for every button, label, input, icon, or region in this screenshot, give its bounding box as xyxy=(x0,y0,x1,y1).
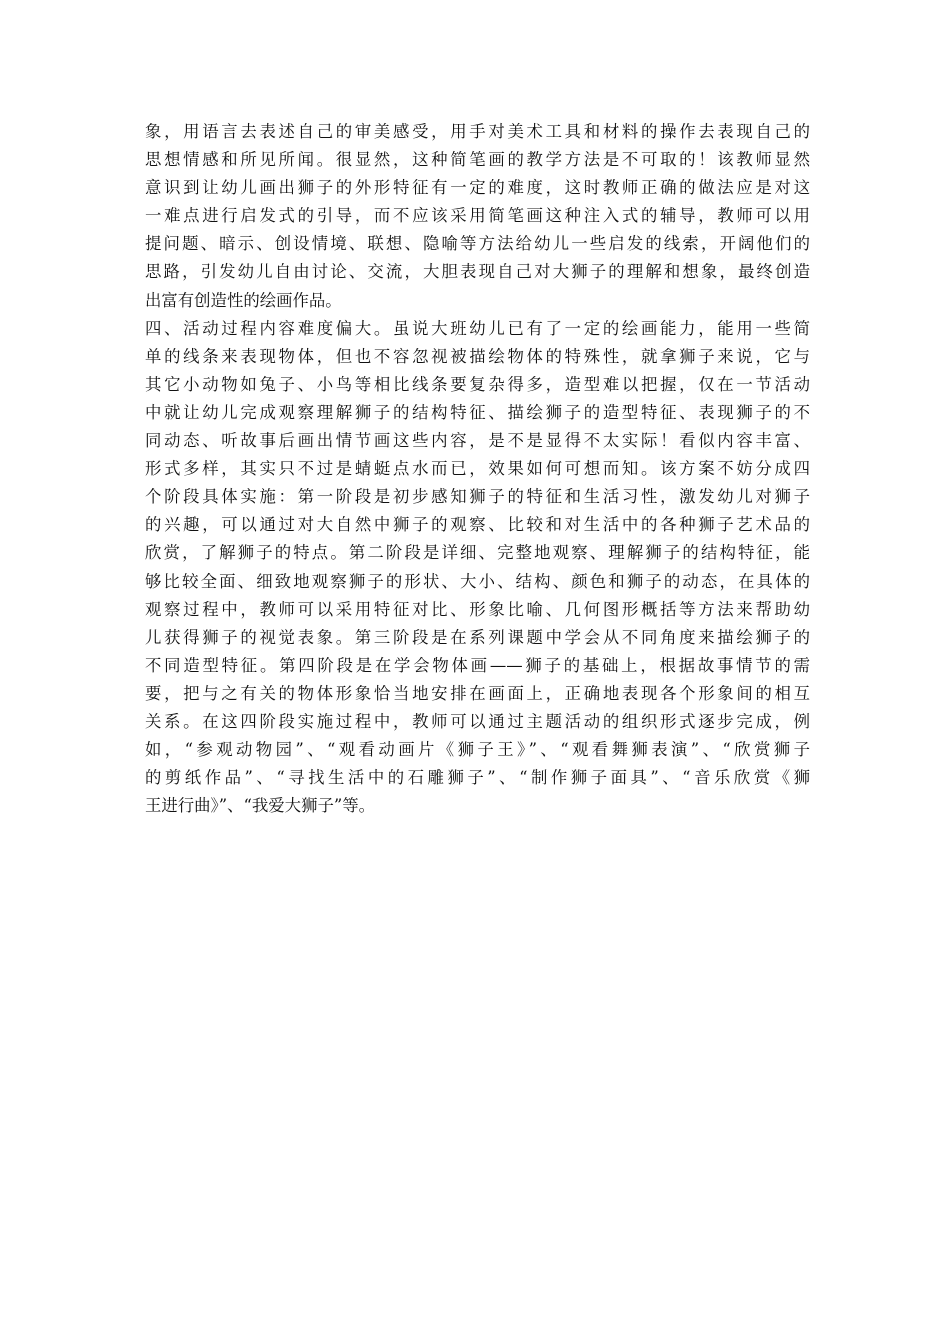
text-line: 象，用语言去表述自己的审美感受，用手对美术工具和材料的操作去表现自己的 xyxy=(145,122,810,141)
text-line: 的剪纸作品”、“寻找生活中的石雕狮子”、“制作狮子面具”、“音乐欣赏《狮 xyxy=(145,768,810,788)
text-line: 思路，引发幼儿自由讨论、交流，大胆表现自己对大狮子的理解和想象，最终创造 xyxy=(145,262,810,282)
text-line: 欣赏，了解狮子的特点。第二阶段是详细、完整地观察、理解狮子的结构特征，能 xyxy=(145,543,810,563)
text-line: 不同造型特征。第四阶段是在学会物体画——狮子的基础上，根据故事情节的需 xyxy=(145,655,810,675)
text-line: 观察过程中，教师可以采用特征对比、形象比喻、几何图形概括等方法来帮助幼 xyxy=(145,599,810,619)
text-line: 一难点进行启发式的引导，而不应该采用简笔画这种注入式的辅导，教师可以用 xyxy=(145,206,810,226)
text-line: 意识到让幼儿画出狮子的外形特征有一定的难度，这时教师正确的做法应是对这 xyxy=(145,178,810,198)
text-line: 如，“参观动物园”、“观看动画片《狮子王》”、“观看舞狮表演”、“欣赏狮子 xyxy=(145,740,810,760)
text-line: 的兴趣，可以通过对大自然中狮子的观察、比较和对生活中的各种狮子艺术品的 xyxy=(145,515,810,535)
text-line: 单的线条来表现物体，但也不容忽视被描绘物体的特殊性，就拿狮子来说，它与 xyxy=(145,346,810,366)
text-line: 思想情感和所见所闻。很显然，这种简笔画的教学方法是不可取的！该教师显然 xyxy=(145,150,810,170)
document-body xyxy=(145,118,810,820)
text-line: 个阶段具体实施：第一阶段是初步感知狮子的特征和生活习性，激发幼儿对狮子 xyxy=(145,487,810,507)
text-line: 中就让幼儿完成观察理解狮子的结构特征、描绘狮子的造型特征、表现狮子的不 xyxy=(145,402,810,422)
text-line: 要，把与之有关的物体形象恰当地安排在画面上，正确地表现各个形象间的相互 xyxy=(145,683,810,703)
text-line: 同动态、听故事后画出情节画这些内容，是不是显得不太实际！看似内容丰富、 xyxy=(145,431,810,451)
text-line: 出富有创造性的绘画作品。 xyxy=(145,290,342,310)
text-line: 关系。在这四阶段实施过程中，教师可以通过主题活动的组织形式逐步完成，例 xyxy=(145,711,810,731)
text-line: 提问题、暗示、创设情境、联想、隐喻等方法给幼儿一些启发的线索，开阔他们的 xyxy=(145,234,810,254)
text-line: 儿获得狮子的视觉表象。第三阶段是在系列课题中学会从不同角度来描绘狮子的 xyxy=(145,627,810,647)
text-line: 四、活动过程内容难度偏大。虽说大班幼儿已有了一定的绘画能力，能用一些简 xyxy=(145,318,810,338)
text-line: 形式多样，其实只不过是蜻蜓点水而已，效果如何可想而知。该方案不妨分成四 xyxy=(145,459,810,479)
text-line: 其它小动物如兔子、小鸟等相比线条要复杂得多，造型难以把握，仅在一节活动 xyxy=(145,374,810,394)
text-line: 够比较全面、细致地观察狮子的形状、大小、结构、颜色和狮子的动态，在具体的 xyxy=(145,571,810,591)
text-line: 王进行曲》”、“我爱大狮子”等。 xyxy=(145,796,376,816)
